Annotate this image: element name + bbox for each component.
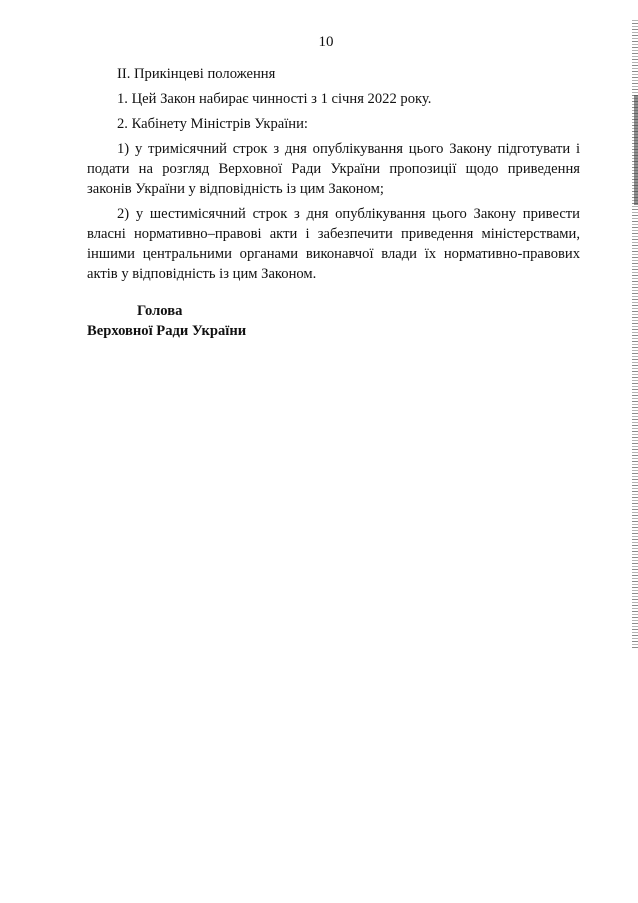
section-heading: II. Прикінцеві положення <box>117 66 276 82</box>
signature-body: Верховної Ради України <box>87 323 247 339</box>
clause-cabinet-of-ministers: 2. Кабінету Міністрів України: <box>117 116 308 132</box>
signature-block <box>87 301 246 341</box>
law-body-text <box>87 64 580 289</box>
clause-effective-date: 1. Цей Закон набирає чинності з 1 січня 2022 року. <box>117 91 432 107</box>
subclause-six-months: 2) у шестимісячний строк з дня опублікування цього Закону привести власні нормативно–правові акти і забезпечити приведення міністерствами, іншими центральними органами виконавчої влади їх нормативно-правових актів у відповідність із цим Законом. <box>87 206 580 282</box>
page-number: 10 <box>318 34 334 50</box>
subclause-three-months: 1) у тримісячний строк з дня опублікування цього Закону підготувати і подати на розгляд Верховної Ради України пропозиції щодо приведення законів України у відповідність із цим Законом; <box>87 141 580 197</box>
signature-title: Голова <box>137 303 183 319</box>
scan-edge-dark-artifact <box>634 95 638 205</box>
